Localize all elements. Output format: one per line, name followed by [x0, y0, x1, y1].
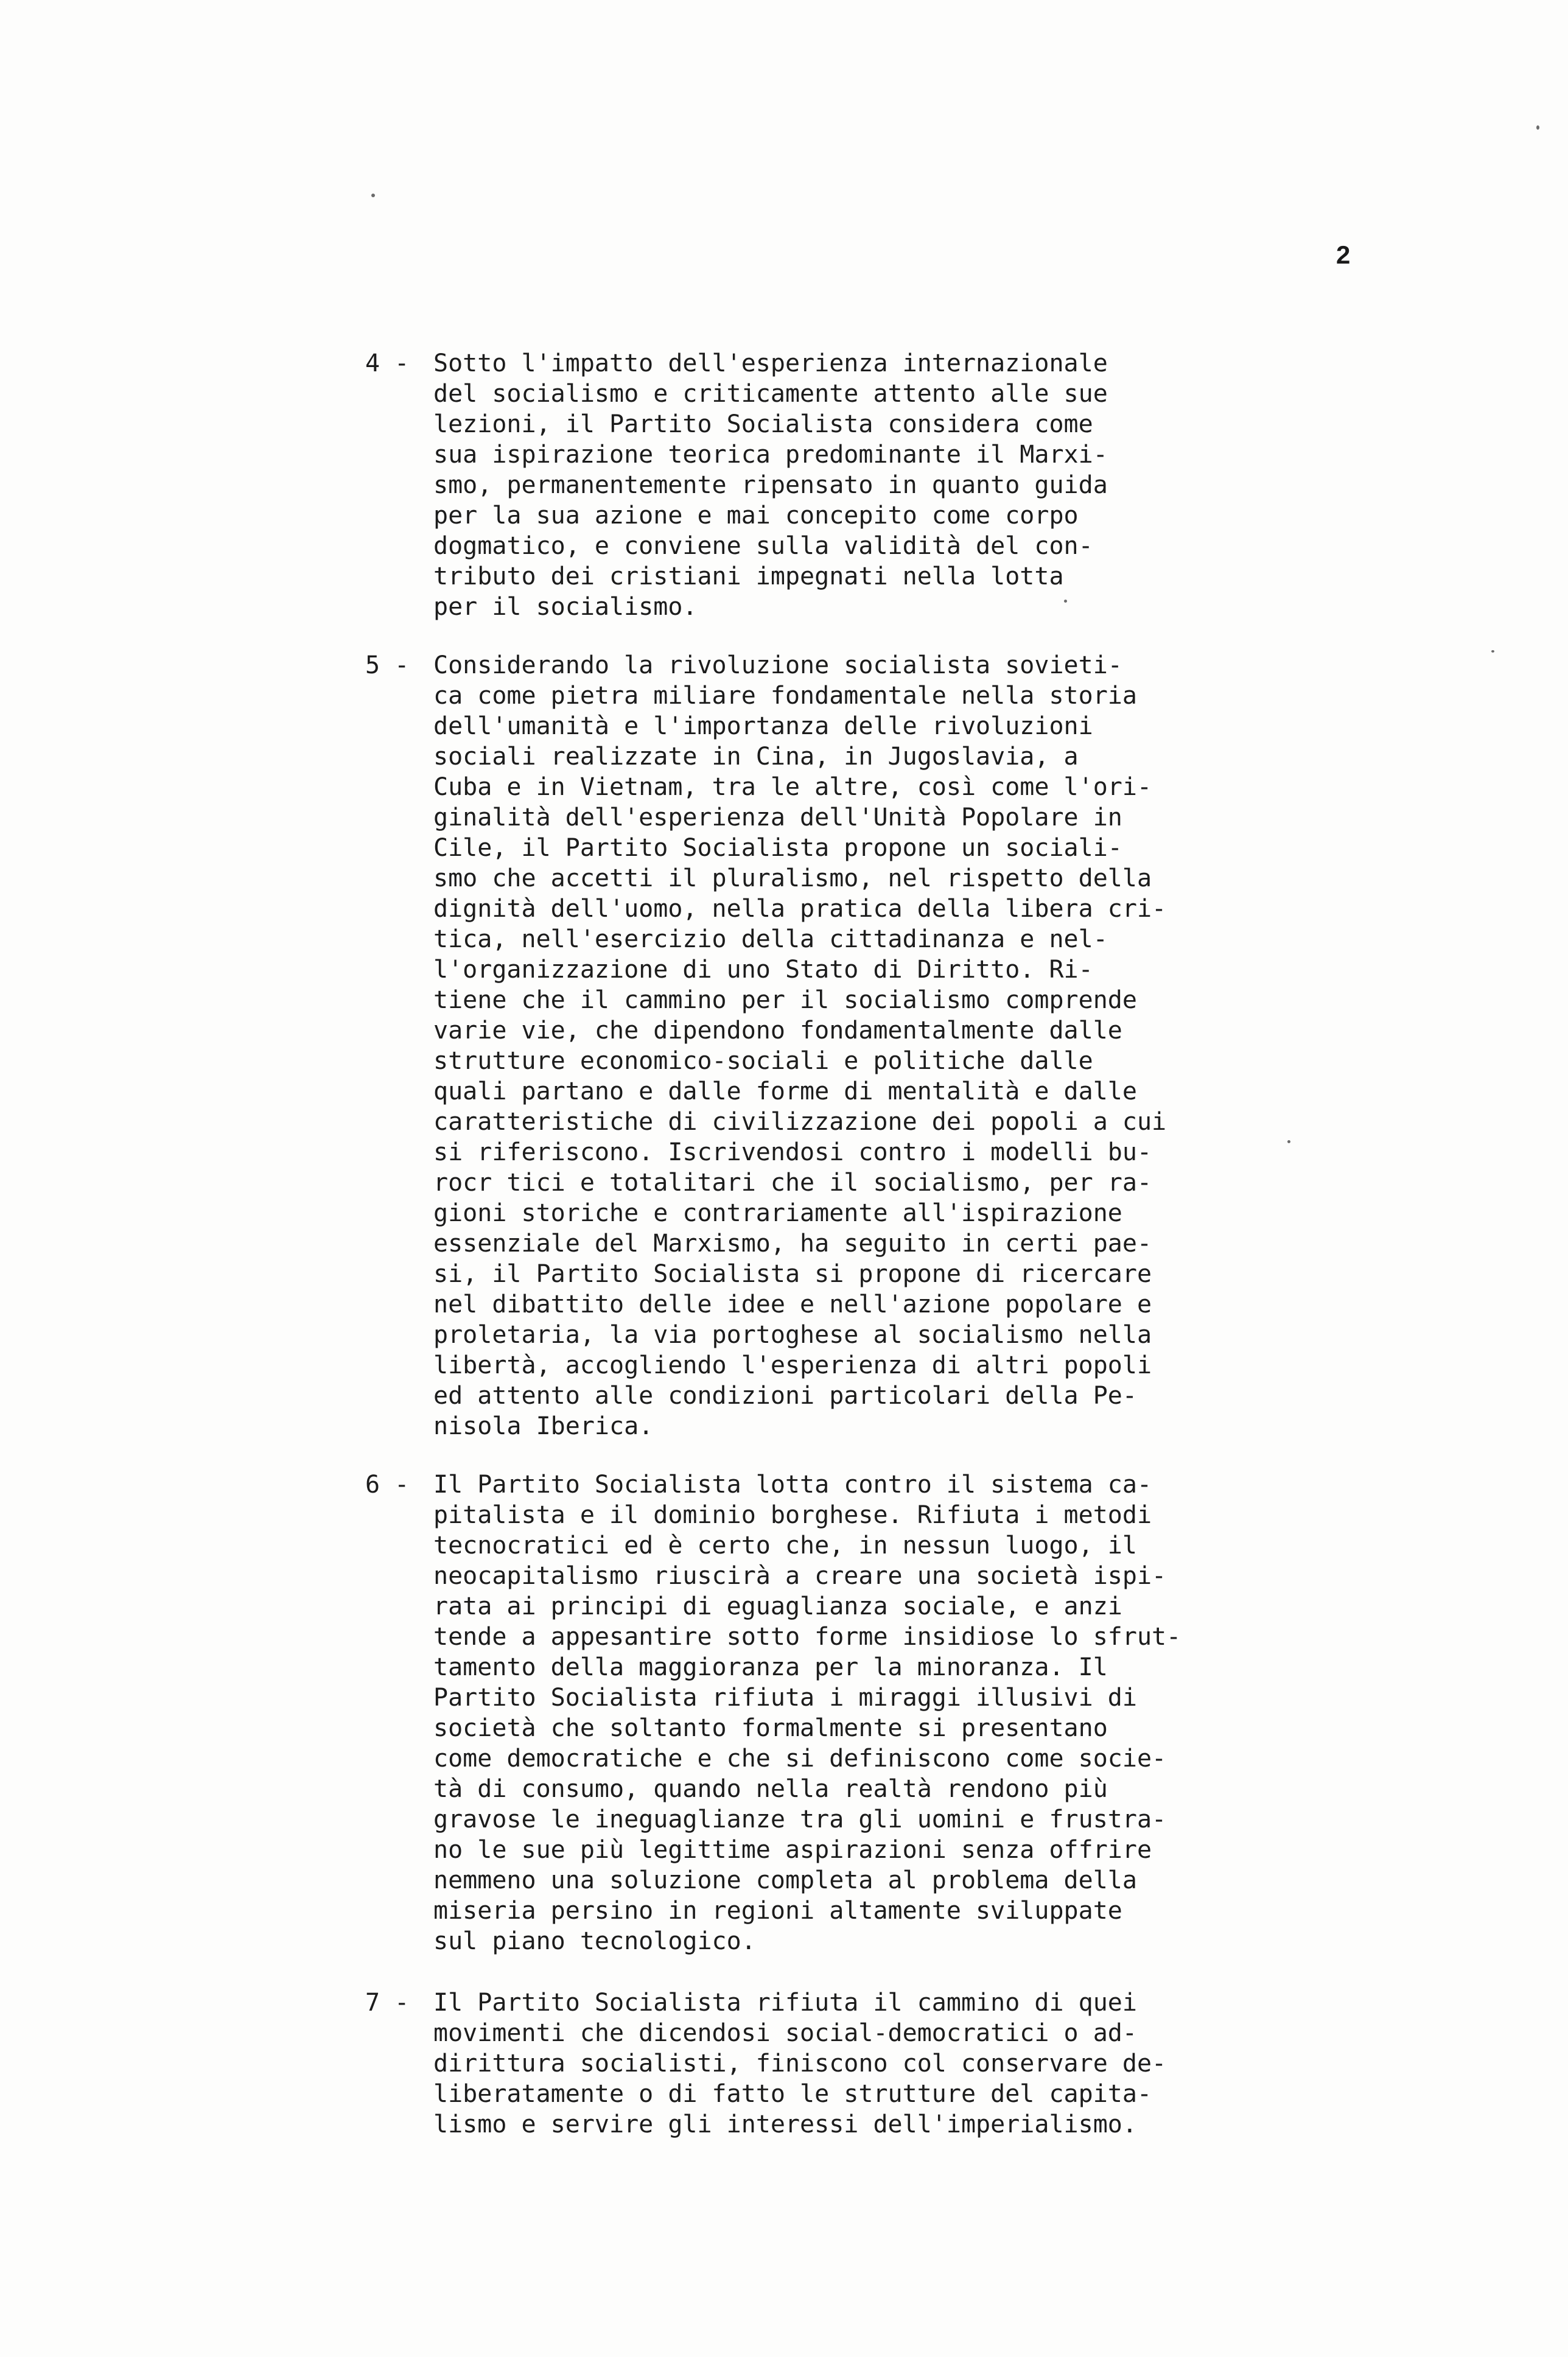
text-line: ed attento alle condizioni particolari della Pe- — [433, 1382, 1137, 1410]
text-line: quali partano e dalle forme di mentalità e dalle — [433, 1077, 1137, 1105]
text-line: rocr tici e totalitari che il socialismo, per ra- — [433, 1169, 1152, 1197]
scan-speck — [1287, 1140, 1290, 1143]
text-line: dignità dell'uomo, nella pratica della libera cri- — [433, 895, 1167, 923]
text-line: del socialismo e criticamente attento alle sue — [433, 380, 1108, 408]
text-line: smo, permanentemente ripensato in quanto guida — [433, 471, 1108, 499]
text-line: si riferiscono. Iscrivendosi contro i modelli bu- — [433, 1138, 1152, 1166]
paragraph-body — [433, 650, 1166, 1441]
text-line: per il socialismo. — [433, 593, 698, 621]
text-line: ginalità dell'esperienza dell'Unità Popolare in — [433, 804, 1122, 832]
text-line: ca come pietra miliare fondamentale nella storia — [433, 682, 1137, 710]
text-line: tà di consumo, quando nella realtà rendono più — [433, 1775, 1108, 1803]
text-line: Il Partito Socialista lotta contro il sistema ca- — [433, 1471, 1152, 1499]
text-line: liberatamente o di fatto le strutture del capita- — [433, 2080, 1152, 2108]
text-line: Cuba e in Vietnam, tra le altre, così come l'ori- — [433, 773, 1152, 801]
text-line: dell'umanità e l'importanza delle rivoluzioni — [433, 712, 1093, 740]
text-line: miseria persino in regioni altamente sviluppate — [433, 1897, 1122, 1925]
text-line: lismo e servire gli interessi dell'imperialismo. — [433, 2110, 1137, 2138]
text-line: varie vie, che dipendono fondamentalmente dalle — [433, 1017, 1122, 1045]
text-line: si, il Partito Socialista si propone di ricercare — [433, 1260, 1152, 1288]
text-line: dirittura socialisti, finiscono col conservare de- — [433, 2050, 1167, 2078]
scan-speck — [371, 194, 375, 197]
text-line: Cile, il Partito Socialista propone un sociali- — [433, 834, 1122, 862]
paragraph-number: 6 - — [365, 1471, 410, 1499]
scan-speck — [1536, 125, 1539, 130]
text-line: gravose le ineguaglianze tra gli uomini e frustra- — [433, 1805, 1167, 1833]
text-line: nel dibattito delle idee e nell'azione popolare e — [433, 1291, 1152, 1319]
scan-speck — [1491, 650, 1494, 653]
paragraph-number: 4 - — [365, 349, 410, 377]
text-line: gioni storiche e contrariamente all'ispirazione — [433, 1199, 1122, 1227]
text-line: libertà, accogliendo l'esperienza di altri popoli — [433, 1351, 1152, 1379]
text-line: tende a appesantire sotto forme insidiose lo sfrut- — [433, 1623, 1181, 1651]
text-line: sociali realizzate in Cina, in Jugoslavia, a — [433, 743, 1079, 771]
text-line: tiene che il cammino per il socialismo comprende — [433, 986, 1137, 1014]
text-line: proletaria, la via portoghese al socialismo nella — [433, 1321, 1152, 1349]
text-line: tica, nell'esercizio della cittadinanza e nel- — [433, 925, 1108, 953]
text-line: sua ispirazione teorica predominante il Marxi- — [433, 441, 1108, 469]
text-line: no le sue più legittime aspirazioni senza offrire — [433, 1836, 1152, 1864]
text-line: Partito Socialista rifiuta i miraggi illusivi di — [433, 1684, 1137, 1712]
text-line: pitalista e il dominio borghese. Rifiuta i metodi — [433, 1501, 1152, 1529]
text-line: neocapitalismo riuscirà a creare una società ispi- — [433, 1562, 1167, 1590]
text-line: movimenti che dicendosi social-democratici o ad- — [433, 2019, 1137, 2047]
text-line: dogmatico, e conviene sulla validità del con- — [433, 532, 1093, 560]
text-line: lezioni, il Partito Socialista considera come — [433, 410, 1093, 438]
scan-speck — [1064, 600, 1067, 603]
paragraph-body — [433, 1469, 1181, 1956]
text-line: caratteristiche di civilizzazione dei popoli a cui — [433, 1108, 1167, 1136]
paragraph-body — [433, 1988, 1166, 2140]
text-line: strutture economico-sociali e politiche dalle — [433, 1047, 1093, 1075]
text-line: l'organizzazione di uno Stato di Diritto. Ri- — [433, 956, 1093, 984]
text-line: sul piano tecnologico. — [433, 1927, 756, 1955]
text-line: società che soltanto formalmente si presentano — [433, 1714, 1108, 1742]
text-line: nisola Iberica. — [433, 1412, 654, 1440]
text-line: come democratiche e che si definiscono come socie- — [433, 1745, 1167, 1773]
text-line: Considerando la rivoluzione socialista sovieti- — [433, 651, 1122, 679]
paragraph-number: 7 - — [365, 1989, 410, 2017]
text-line: per la sua azione e mai concepito come corpo — [433, 502, 1079, 530]
paragraph-number: 5 - — [365, 651, 410, 679]
text-line: tecnocratici ed è certo che, in nessun luogo, il — [433, 1532, 1137, 1560]
text-line: tributo dei cristiani impegnati nella lotta — [433, 562, 1064, 590]
page-number: 2 — [1336, 240, 1351, 269]
paragraph-body — [433, 348, 1108, 622]
text-line: tamento della maggioranza per la minoranza. Il — [433, 1653, 1108, 1681]
text-line: essenziale del Marxismo, ha seguito in certi pae- — [433, 1230, 1152, 1258]
text-line: Sotto l'impatto dell'esperienza internazionale — [433, 349, 1108, 377]
text-line: nemmeno una soluzione completa al problema della — [433, 1866, 1137, 1894]
text-line: rata ai principi di eguaglianza sociale, e anzi — [433, 1592, 1122, 1620]
text-line: smo che accetti il pluralismo, nel rispetto della — [433, 864, 1152, 892]
text-line: Il Partito Socialista rifiuta il cammino di quei — [433, 1989, 1137, 2017]
